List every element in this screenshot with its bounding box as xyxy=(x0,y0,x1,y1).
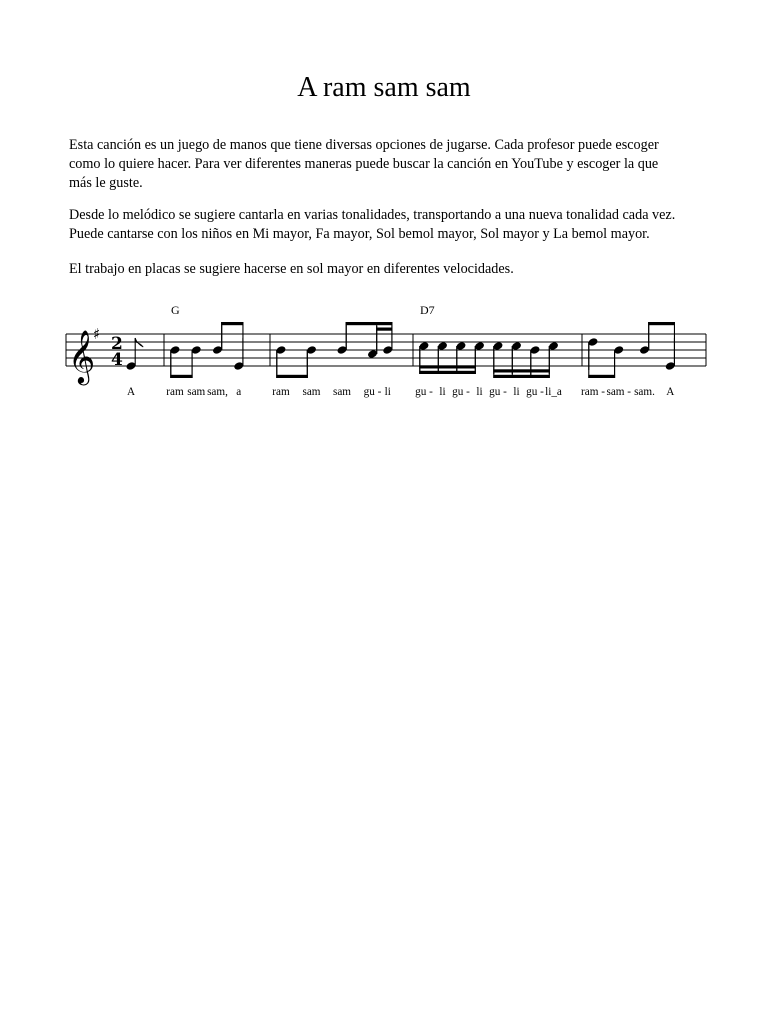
primary-beam xyxy=(493,375,550,378)
primary-beam xyxy=(588,375,615,378)
lyric-syllable: li xyxy=(513,386,520,398)
primary-beam xyxy=(276,375,308,378)
lyric-syllable: gu - xyxy=(415,386,433,398)
lyric-syllable: sam xyxy=(332,386,352,398)
lyric-syllable: ram - xyxy=(581,386,605,398)
lyric-syllable: gu - xyxy=(452,386,470,398)
paragraph-line: más le guste. xyxy=(69,175,143,191)
paragraph-line: como lo quiere hacer. Para ver diferentes maneras puede buscar la canción en YouTube y escoger la que xyxy=(69,156,659,172)
lyric-syllable: sam, xyxy=(207,386,228,398)
sharp-icon: ♯ xyxy=(93,325,101,343)
primary-beam xyxy=(221,322,243,325)
time-signature-top: 2 xyxy=(111,334,123,354)
time-signature-bottom: 4 xyxy=(111,350,123,370)
treble-clef-icon: 𝄞 xyxy=(68,329,96,383)
lyric-syllable: sam - xyxy=(606,386,632,398)
chord-symbol: G xyxy=(171,303,180,317)
secondary-beam xyxy=(376,328,392,331)
lyric-syllable: gu - xyxy=(526,386,544,398)
lyric-syllable: li xyxy=(476,386,483,398)
page-title: A ram sam sam xyxy=(297,72,471,103)
lyric-syllable: gu - xyxy=(489,386,507,398)
primary-beam xyxy=(346,322,393,325)
primary-beam xyxy=(648,322,675,325)
lyric-syllable: ram xyxy=(166,386,184,398)
lyric-syllable: ram xyxy=(272,386,290,398)
lyric-syllable: A xyxy=(126,386,136,398)
paragraph-line: El trabajo en placas se sugiere hacerse en sol mayor en diferentes velocidades. xyxy=(69,261,514,277)
paragraph-line: Puede cantarse con los niños en Mi mayor, Fa mayor, Sol bemol mayor, Sol mayor y La bemol mayor. xyxy=(69,226,650,242)
lyric-syllable: li xyxy=(439,386,446,398)
lyric-syllable: A xyxy=(666,386,675,398)
chord-symbol: D7 xyxy=(420,303,435,317)
paragraph-line: Desde lo melódico se sugiere cantarla en varias tonalidades, transportando a una nueva tonalidad cada vez. xyxy=(69,207,676,223)
secondary-beam xyxy=(419,365,476,368)
paragraph-line: Esta canción es un juego de manos que tiene diversas opciones de jugarse. Cada profesor puede escoger xyxy=(69,137,659,153)
primary-beam xyxy=(419,371,476,374)
lyric-syllable: li_a xyxy=(545,386,562,398)
primary-beam xyxy=(170,375,192,378)
lyric-syllable: gu - xyxy=(363,386,382,398)
lyric-syllable: a xyxy=(236,386,242,398)
lyric-syllable: sam. xyxy=(634,386,655,398)
lyric-syllable: sam xyxy=(302,386,321,398)
lyric-syllable: li xyxy=(384,386,391,398)
lyric-syllable: sam xyxy=(187,386,206,398)
secondary-beam xyxy=(493,369,550,372)
